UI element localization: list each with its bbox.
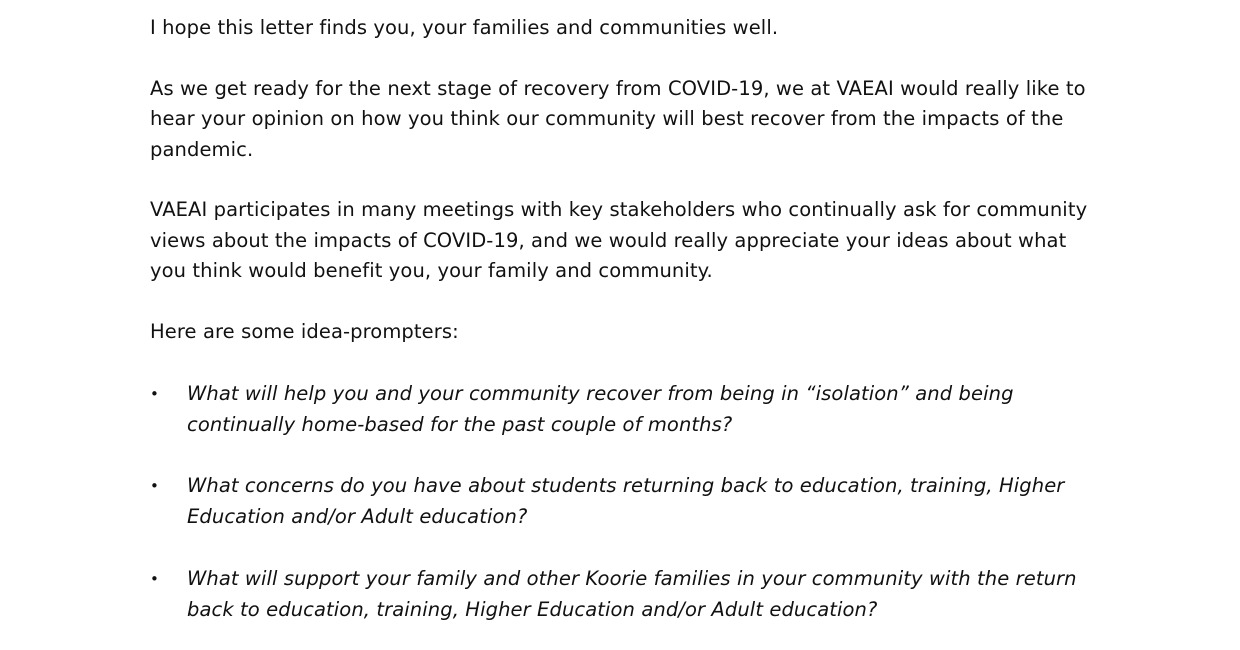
prompter-list [150,379,1095,625]
letter-body [150,13,1095,625]
paragraph-prompters-intro: Here are some idea-prompters: [150,319,459,343]
prompter-text: What will help you and your community recover from being in “isolation” and being continually home-based for the past couple of months? [187,382,1014,436]
prompter-item-support [150,564,1095,625]
bullet-icon: • [150,570,159,588]
prompter-item-concerns [150,471,1095,532]
paragraph-greeting: I hope this letter finds you, your families and communities well. [150,16,779,39]
paragraph-stakeholders: VAEAI participates in many meetings with key stakeholders who continually ask for community views about the impacts of COVID-19, and we would really appreciate your ideas about what you think would benefit you, your family and community. [150,198,1088,282]
prompter-item-isolation [150,379,1095,440]
paragraph-recovery: As we get ready for the next stage of recovery from COVID-19, we at VAEAI would really like to hear your opinion on how you think our community will best recover from the impacts of the pandemic. [150,76,1086,161]
prompter-text: What will support your family and other Koorie families in your community with the return back to education, training, Higher Education and/or Adult education? [187,567,1077,621]
bullet-icon: • [150,385,159,403]
bullet-icon: • [150,477,159,495]
prompter-text: What concerns do you have about students returning back to education, training, Higher Education and/or Adult education? [187,474,1065,528]
